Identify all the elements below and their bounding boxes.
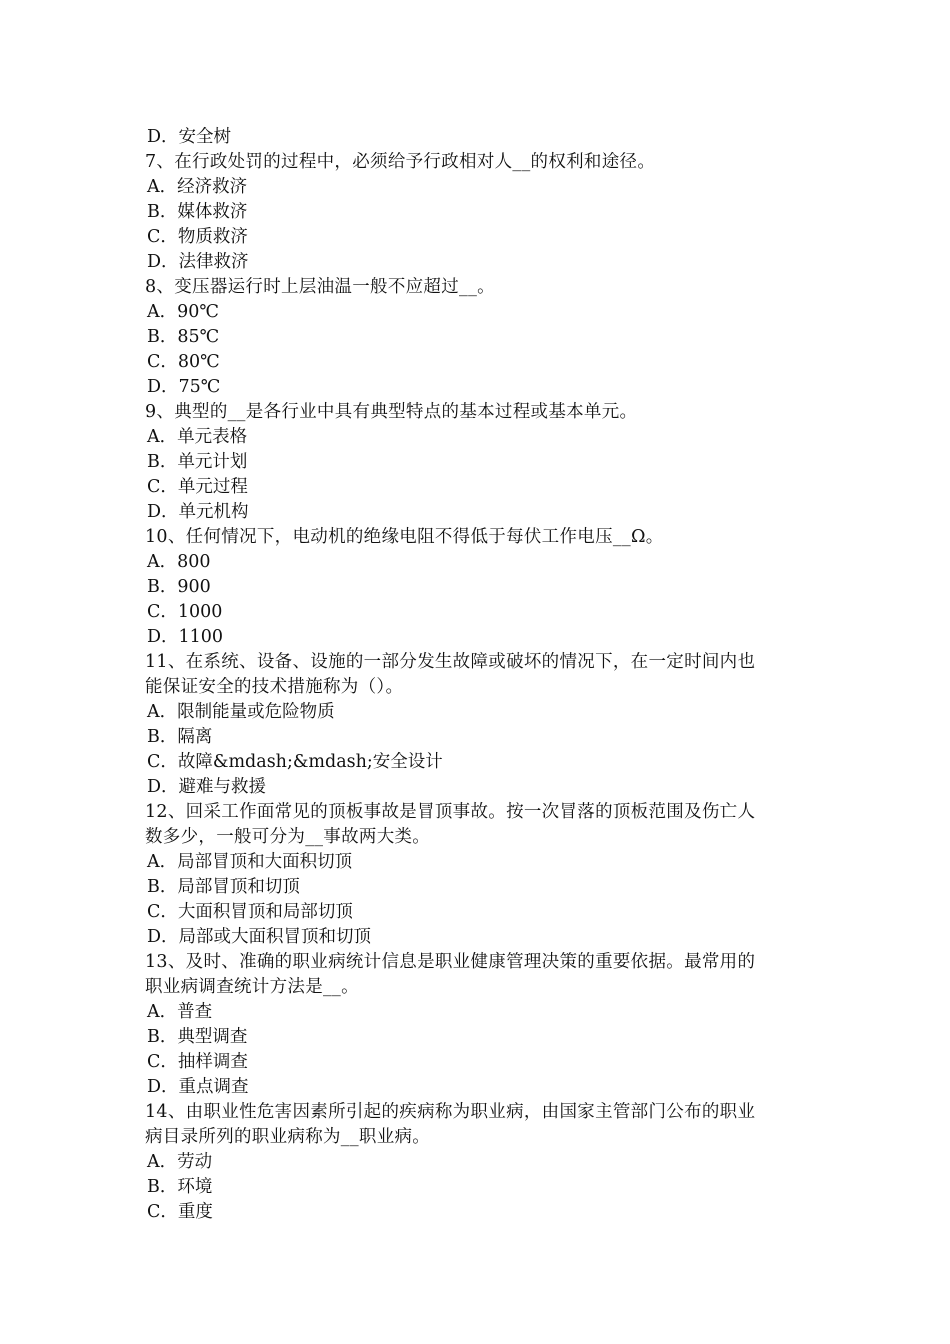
option-line: D．避难与救援 bbox=[147, 777, 267, 797]
question-line: 7、在行政处罚的过程中，必须给予行政相对人__的权利和途径。 bbox=[145, 152, 656, 172]
option-line: D．局部或大面积冒顶和切顶 bbox=[147, 927, 372, 947]
option-line: A．劳动 bbox=[147, 1152, 213, 1172]
option-line: C．重度 bbox=[147, 1202, 213, 1222]
option-line: A．经济救济 bbox=[147, 177, 248, 197]
option-line: D．法律救济 bbox=[147, 252, 249, 272]
question-line: 12、回采工作面常见的顶板事故是冒顶事故。按一次冒落的顶板范围及伤亡人 bbox=[145, 802, 756, 822]
question-line: 10、任何情况下，电动机的绝缘电阻不得低于每伏工作电压__Ω。 bbox=[145, 527, 664, 547]
option-line: B．局部冒顶和切顶 bbox=[147, 877, 300, 897]
option-line: B．900 bbox=[147, 577, 211, 597]
question-line: 14、由职业性危害因素所引起的疾病称为职业病，由国家主管部门公布的职业 bbox=[145, 1102, 756, 1122]
option-line: A．限制能量或危险物质 bbox=[147, 702, 335, 722]
question-line: 数多少，一般可分为__事故两大类。 bbox=[145, 827, 431, 847]
option-line: D．重点调查 bbox=[147, 1077, 249, 1097]
question-line: 能保证安全的技术措施称为（）。 bbox=[145, 677, 404, 697]
option-line: B．媒体救济 bbox=[147, 202, 248, 222]
option-line: C．抽样调查 bbox=[147, 1052, 248, 1072]
option-line: C．大面积冒顶和局部切顶 bbox=[147, 902, 353, 922]
option-line: A．单元表格 bbox=[147, 427, 248, 447]
option-line: C．物质救济 bbox=[147, 227, 248, 247]
option-line: A．800 bbox=[147, 552, 211, 572]
option-line: D．75℃ bbox=[147, 377, 221, 397]
question-line: 8、变压器运行时上层油温一般不应超过__。 bbox=[145, 277, 495, 297]
option-line: A．普查 bbox=[147, 1002, 213, 1022]
option-line: B．隔离 bbox=[147, 727, 213, 747]
option-line: B．85℃ bbox=[147, 327, 220, 347]
option-line: D．单元机构 bbox=[147, 502, 249, 522]
option-line: B．环境 bbox=[147, 1177, 213, 1197]
question-line: 9、典型的__是各行业中具有典型特点的基本过程或基本单元。 bbox=[145, 402, 638, 422]
option-line: A．90℃ bbox=[147, 302, 219, 322]
question-line: 职业病调查统计方法是__。 bbox=[145, 977, 359, 997]
option-line: B．典型调查 bbox=[147, 1027, 248, 1047]
option-line: C．单元过程 bbox=[147, 477, 248, 497]
question-line: 13、及时、准确的职业病统计信息是职业健康管理决策的重要依据。最常用的 bbox=[145, 952, 756, 972]
option-line: C．故障&mdash;&mdash;安全设计 bbox=[147, 752, 443, 772]
option-line: C．80℃ bbox=[147, 352, 220, 372]
question-line: 病目录所列的职业病称为__职业病。 bbox=[145, 1127, 431, 1147]
option-line: B．单元计划 bbox=[147, 452, 248, 472]
option-line: D．安全树 bbox=[147, 127, 232, 147]
document-body bbox=[145, 125, 810, 1225]
option-line: C．1000 bbox=[147, 602, 223, 622]
option-line: A．局部冒顶和大面积切顶 bbox=[147, 852, 353, 872]
question-line: 11、在系统、设备、设施的一部分发生故障或破坏的情况下，在一定时间内也 bbox=[145, 652, 756, 672]
option-line: D．1100 bbox=[147, 627, 224, 647]
